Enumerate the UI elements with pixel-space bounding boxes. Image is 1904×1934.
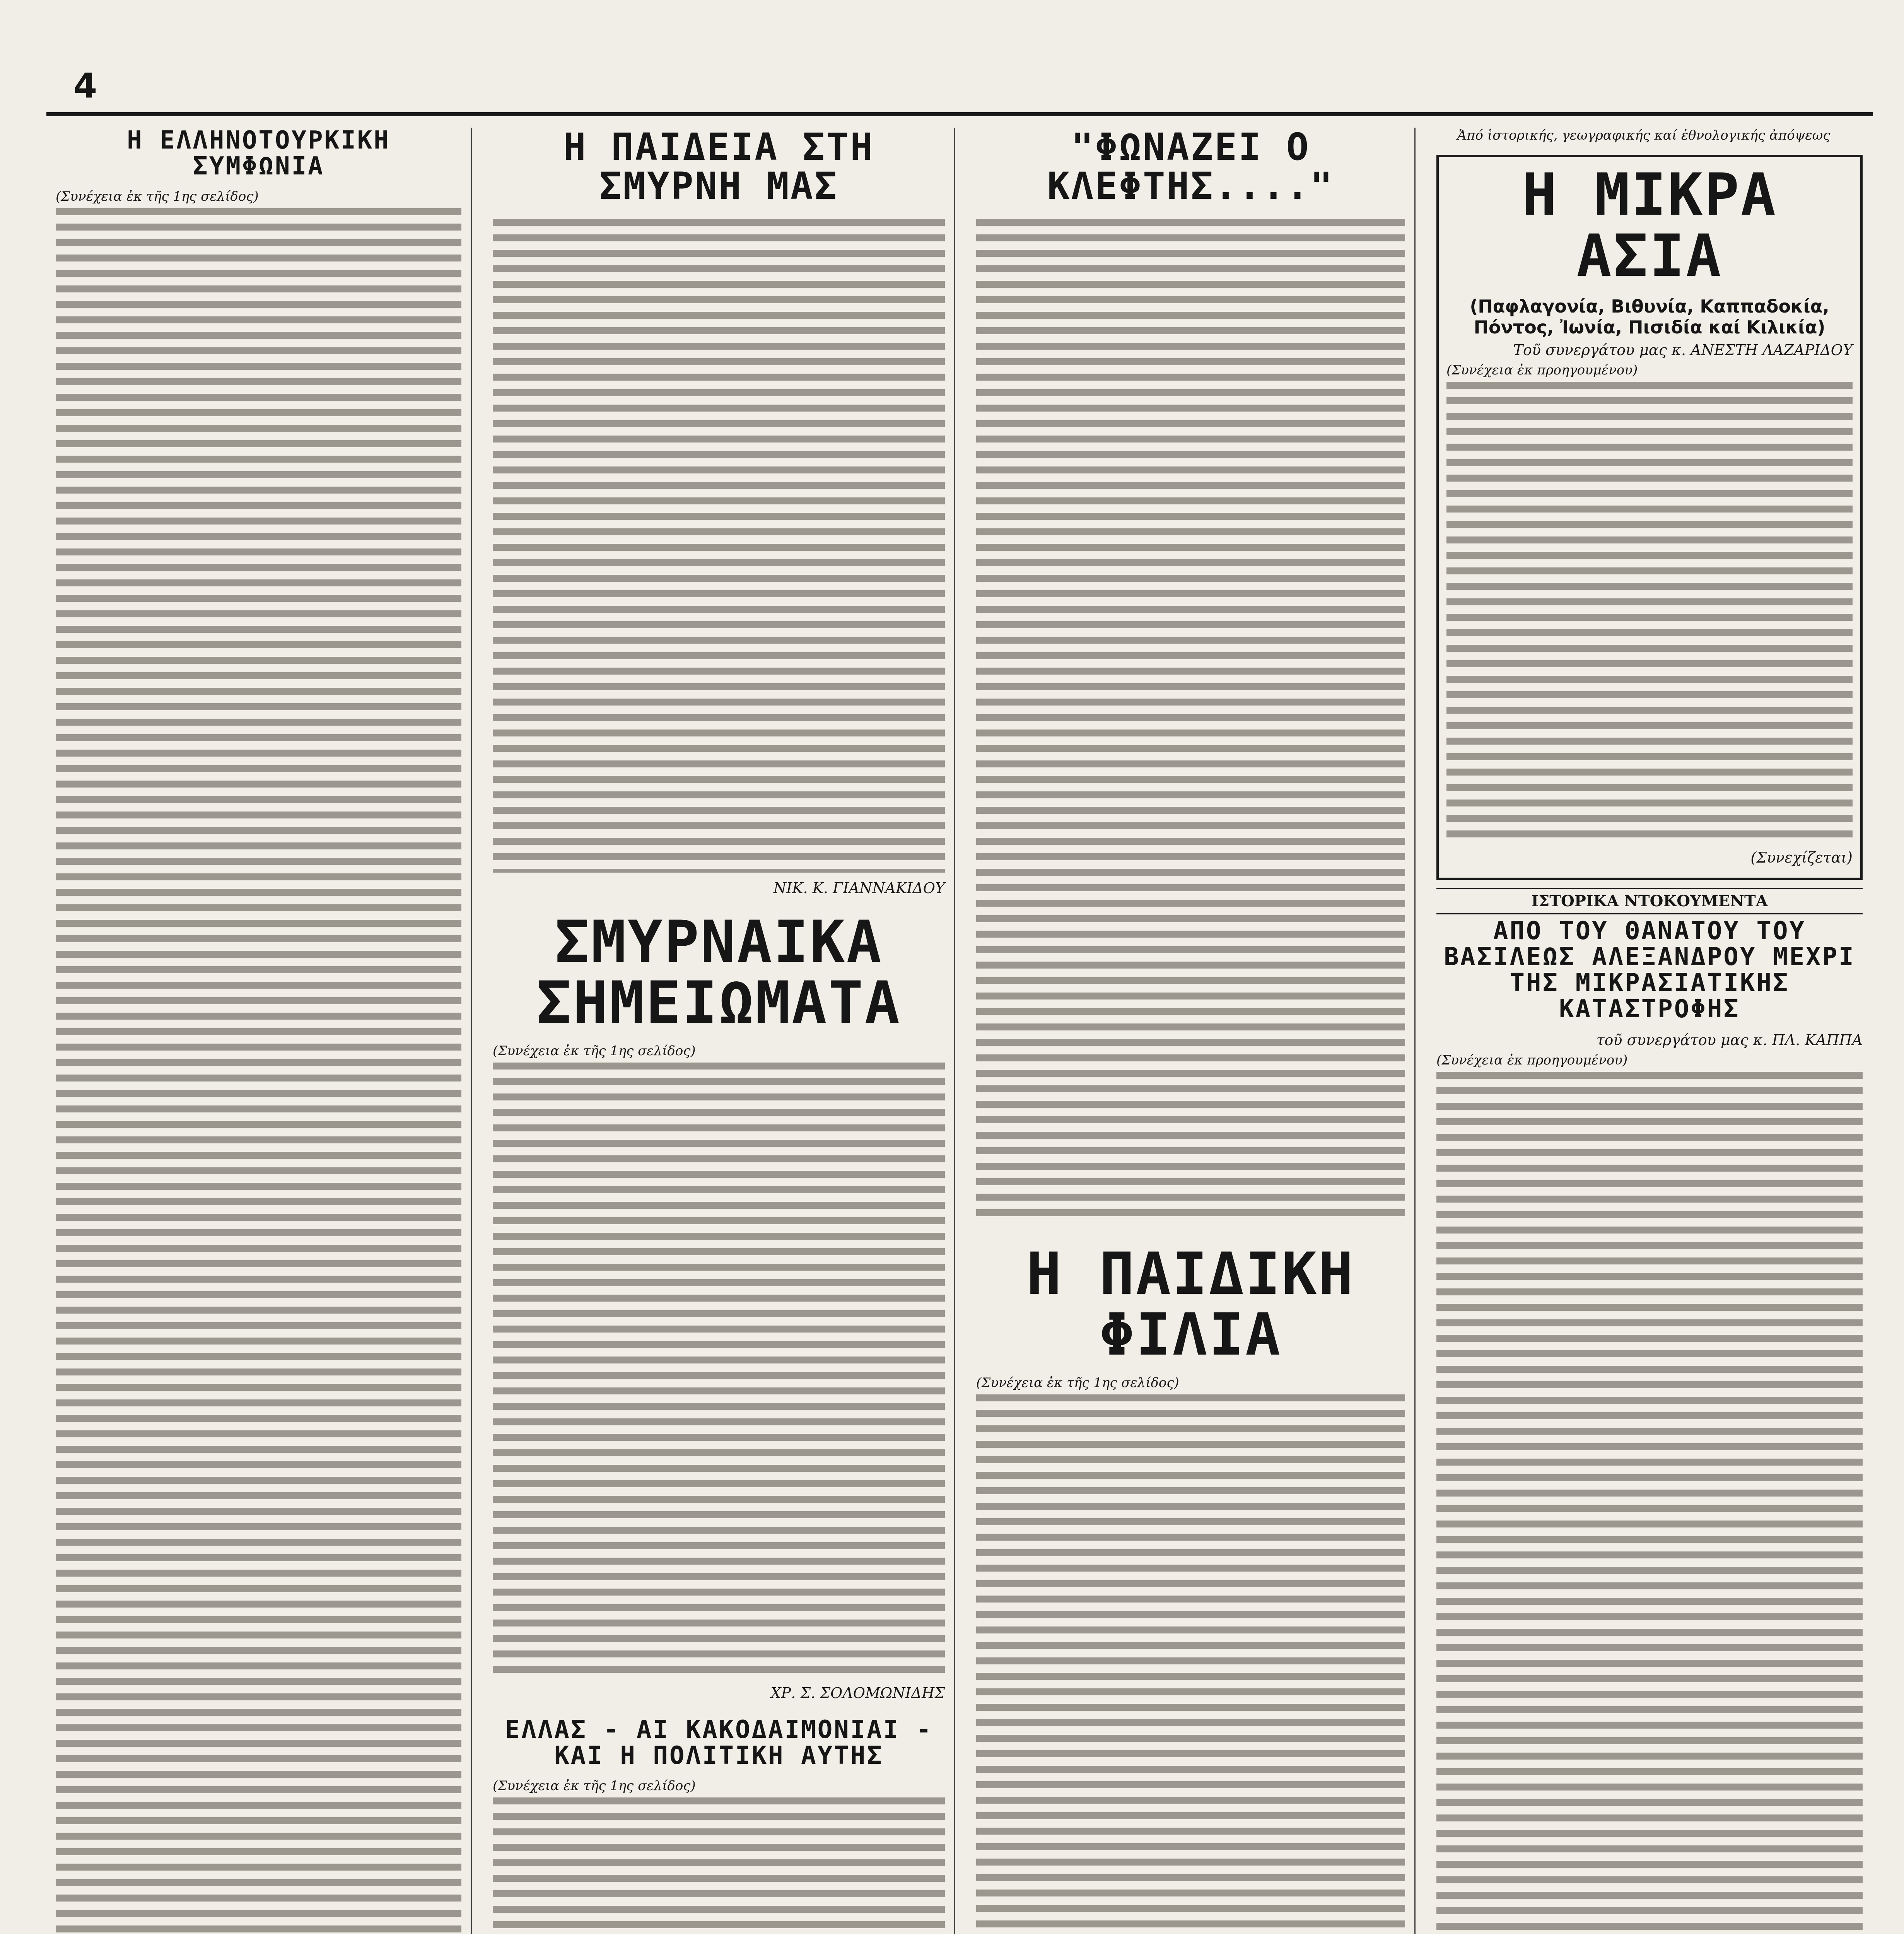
- continuation-note: (Συνέχεια ἐκ προηγουμένου): [1446, 362, 1638, 378]
- article-headline-kleftis: "ΦΩΝΑΖΕΙ Ο ΚΛΕΦΤΗΣ....": [1047, 125, 1334, 208]
- section-label-istorika: ΙΣΤΟΡΙΚΑ ΝΤΟΚΟΥΜΕΝΤΑ: [1436, 888, 1863, 914]
- article-headline-ellas: ΕΛΛΑΣ - ΑΙ ΚΑΚΟΔΑΙΜΟΝΙΑΙ - ΚΑΙ Η ΠΟΛΙΤΙΚΗ ΑΥΤΗΣ: [505, 1715, 933, 1770]
- byline-mikra-asia: Τοῦ συνεργάτου μας κ. ΑΝΕΣΤΗ ΛΑΖΑΡΙΔΟΥ: [1513, 342, 1853, 359]
- article-headline-smyrna: ΣΜΥΡΝΑΙΚΑ ΣΗΜΕΙΩΜΑΤΑ: [536, 908, 902, 1037]
- article-headline-alexandros: ΑΠΟ ΤΟΥ ΘΑΝΑΤΟΥ ΤΟΥ ΒΑΣΙΛΕΩΣ ΑΛΕΞΑΝΔΡΟΥ ΜΕΧΡΙ ΤΗΣ ΜΙΚΡΑΣΙΑΤΙΚΗΣ ΚΑΤΑΣΤΡΟΦΗΣ: [1444, 917, 1855, 1023]
- mikra-asia-box: [1436, 155, 1863, 880]
- column-2: [483, 125, 955, 1934]
- column-1: [46, 128, 472, 1934]
- page-number: 4: [73, 66, 97, 106]
- top-strap: Ἀπό ἱστορικής, γεωγραφικής καί ἐθνολογικής ἀπόψεως: [1457, 128, 1831, 143]
- byline-smyrna: ΧΡ. Σ. ΣΟΛΟΜΩΝΙΔΗΣ: [770, 1684, 945, 1702]
- article-headline-symfonia: Η ΕΛΛΗΝΟΤΟΥΡΚΙΚΗ ΣΥΜΦΩΝΙΑ: [127, 126, 390, 181]
- byline-paideia: ΝΙΚ. Κ. ΓΙΑΝΝΑΚΙΔΟΥ: [773, 879, 945, 897]
- article-body-mikra-asia: [1446, 378, 1853, 842]
- byline-alexandros: τοῦ συνεργάτου μας κ. ΠΛ. ΚΑΠΠΑ: [1596, 1031, 1863, 1049]
- continuation-note: (Συνέχεια ἐκ προηγουμένου): [1436, 1052, 1628, 1068]
- article-subtitle-mikra-asia: (Παφλαγονία, Βιθυνία, Καππαδοκία, Πόντος, Ἰωνία, Πισιδία καί Κιλικία): [1470, 296, 1829, 338]
- continuation-note: (Συνέχεια ἐκ τῆς 1ης σελίδος): [56, 189, 259, 205]
- article-body-kleftis: [976, 215, 1405, 1221]
- continuation-note: (Συνέχεια ἐκ τῆς 1ης σελίδος): [493, 1043, 696, 1059]
- article-body-paideia: [493, 215, 945, 873]
- top-rule: [46, 112, 1873, 116]
- article-body-symfonia: [56, 204, 461, 1934]
- article-body-smyrna: [493, 1059, 945, 1678]
- continuation-note: (Συνέχεια ἐκ τῆς 1ης σελίδος): [493, 1778, 696, 1794]
- article-body-ellas: [493, 1794, 945, 1934]
- article-headline-mikra-asia: Η ΜΙΚΡΑ ΑΣΙΑ: [1521, 161, 1778, 290]
- article-body-alexandros: [1436, 1068, 1863, 1934]
- article-headline-paideia: Η ΠΑΙΔΕΙΑ ΣΤΗ ΣΜΥΡΝΗ ΜΑΣ: [563, 125, 874, 208]
- article-headline-paidiki-filia: Η ΠΑΙΔΙΚΗ ΦΙΛΙΑ: [1026, 1240, 1355, 1369]
- column-4: [1427, 155, 1872, 1934]
- continuation-note: (Συνέχεια ἐκ τῆς 1ης σελίδος): [976, 1375, 1179, 1391]
- continuation-note-end: (Συνεχίζεται): [1750, 849, 1853, 866]
- column-3: [967, 125, 1416, 1934]
- article-body-paidiki-filia: [976, 1391, 1405, 1934]
